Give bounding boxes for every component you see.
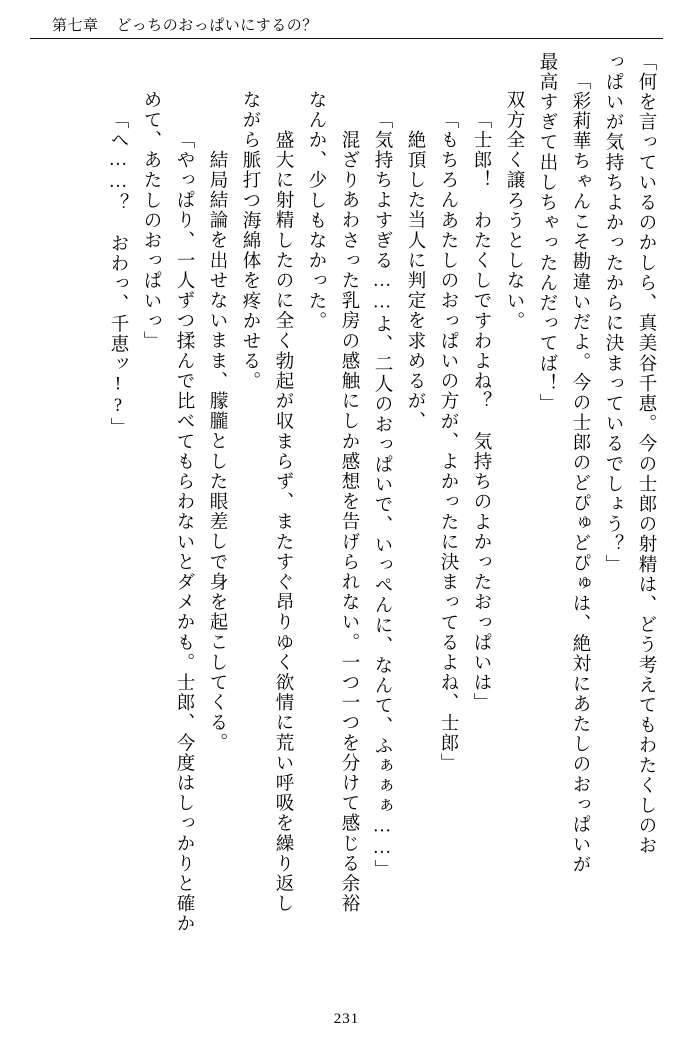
text-line: 双方全く譲ろうとしない。 — [504, 90, 524, 332]
text-line: めて、あたしのおっぱいっ」 — [141, 90, 161, 352]
text-line: 「やっぱり、一人ずつ揉んで比べてもらわないとダメかも。士郎、今度はしっかりと確か — [174, 130, 194, 934]
header-divider — [30, 38, 663, 39]
text-line: ながら脈打つ海綿体を疼かせる。 — [240, 90, 260, 392]
text-line: 盛大に射精したのに全く勃起が収まらず、またすぐ昂りゆく欲情に荒い呼吸を繰り返し — [273, 130, 293, 914]
text-line: なんか、少しもなかった。 — [306, 90, 326, 332]
chapter-number: 第七章 — [52, 17, 99, 34]
text-line: 混ざりあわさった乳房の感触にしか感想を告げられない。一つ一つを分けて感じる余裕 — [339, 130, 359, 914]
text-line: 絶頂した当人に判定を求めるが、 — [405, 130, 425, 432]
text-line: 「気持ちよすぎる……よ、二人のおっぱいで、いっぺんに、なんて、ふぁぁぁ……」 — [372, 110, 392, 880]
chapter-title: どっちのおっぱいにするの？ — [116, 17, 318, 34]
text-line: 「彩莉華ちゃんこそ勘違いだよ。今の士郎のどぴゅどぴゅは、絶対にあたしのおっぱいが — [570, 71, 590, 875]
text-line: 「士郎！ わたくしですわよね？ 気持ちのよかったおっぱいは」 — [471, 110, 491, 713]
text-line: っぱいが気持ちよかったからに決まっているでしょう？」 — [603, 52, 623, 575]
text-line: 「へ……？ おわっ、千恵ッ!?」 — [108, 110, 128, 438]
text-line: 「何を言っているのかしら、真美谷千恵。今の士郎の射精は、どう考えてもわたくしのお — [636, 52, 656, 856]
running-head — [52, 10, 641, 38]
vertical-text-body — [38, 52, 655, 992]
page-number: 231 — [333, 1011, 360, 1027]
text-line: 結局結論を出せないまま、朦朧とした眼差しで身を起こしてくる。 — [207, 150, 227, 753]
text-line: 最高すぎて出しちゃったんだってば！」 — [537, 52, 557, 414]
text-line: 「もちろんあたしのおっぱいの方が、よかったに決まってるよね、士郎」 — [438, 110, 458, 774]
